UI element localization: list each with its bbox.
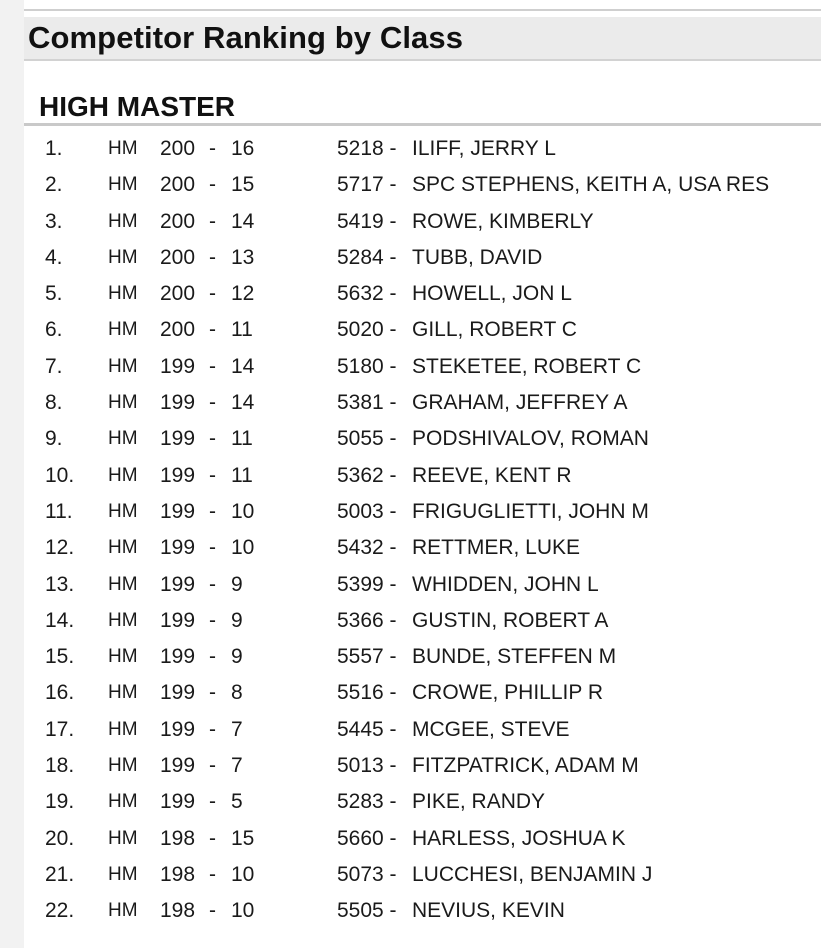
x-count-cell: 10 [231, 899, 255, 923]
rank-cell: 19. [45, 790, 75, 814]
competitor-name-cell: CROWE, PHILLIP R [412, 681, 603, 705]
separator-cell: - [209, 645, 216, 669]
competitor-name-cell: NEVIUS, KEVIN [412, 899, 565, 923]
class-cell: HM [108, 464, 138, 486]
report-title: Competitor Ranking by Class [28, 20, 464, 55]
competitor-name-cell: LUCCHESI, BENJAMIN J [412, 862, 653, 886]
class-cell: HM [108, 174, 138, 196]
rank-cell: 18. [45, 754, 75, 778]
class-cell: HM [108, 682, 138, 704]
class-cell: HM [108, 246, 138, 268]
competitor-name-cell: GRAHAM, JEFFREY A [412, 391, 628, 415]
competitor-number-cell: 5218 - [337, 137, 397, 160]
x-count-cell: 8 [231, 681, 243, 705]
x-count-cell: 7 [231, 754, 243, 778]
rank-cell: 4. [45, 245, 63, 269]
competitor-number-cell: 5073 - [337, 862, 397, 886]
competitor-name-cell: GUSTIN, ROBERT A [412, 608, 609, 632]
competitor-number-cell: 5055 - [337, 427, 397, 451]
ranking-row [0, 242, 821, 278]
competitor-number-cell: 5284 - [337, 245, 397, 269]
x-count-cell: 9 [231, 608, 243, 632]
x-count-cell: 10 [231, 499, 255, 523]
competitor-number-cell: 5445 - [337, 717, 397, 741]
rank-cell: 16. [45, 681, 75, 705]
separator-cell: - [209, 463, 216, 487]
competitor-name-cell: BUNDE, STEFFEN M [412, 645, 617, 669]
class-cell: HM [108, 791, 138, 813]
ranking-row [0, 641, 821, 677]
x-count-cell: 11 [231, 318, 253, 342]
ranking-row [0, 605, 821, 641]
class-cell: HM [108, 755, 138, 777]
competitor-number-cell: 5003 - [337, 499, 397, 523]
ranking-row [0, 314, 821, 350]
x-count-cell: 13 [231, 245, 255, 269]
separator-cell: - [209, 790, 216, 814]
x-count-cell: 5 [231, 790, 243, 814]
rank-cell: 9. [45, 427, 63, 451]
separator-cell: - [209, 245, 216, 269]
competitor-number-cell: 5717 - [337, 173, 397, 197]
score-cell: 198 [160, 899, 196, 923]
x-count-cell: 15 [231, 173, 255, 197]
competitor-number-cell: 5283 - [337, 790, 397, 814]
competitor-number-cell: 5432 - [337, 536, 397, 560]
competitor-name-cell: ROWE, KIMBERLY [412, 209, 594, 233]
rank-cell: 2. [45, 173, 63, 197]
rank-cell: 17. [45, 717, 75, 741]
class-cell: HM [108, 863, 138, 885]
competitor-number-cell: 5013 - [337, 754, 397, 778]
competitor-name-cell: FRIGUGLIETTI, JOHN M [412, 499, 649, 523]
separator-cell: - [209, 536, 216, 560]
x-count-cell: 14 [231, 209, 255, 233]
class-cell: HM [108, 827, 138, 849]
competitor-number-cell: 5180 - [337, 354, 397, 378]
score-cell: 198 [160, 862, 196, 886]
ranking-row [0, 496, 821, 532]
x-count-cell: 10 [231, 536, 255, 560]
competitor-name-cell: HOWELL, JON L [412, 282, 572, 306]
separator-cell: - [209, 608, 216, 632]
x-count-cell: 11 [231, 427, 253, 451]
x-count-cell: 9 [231, 572, 243, 596]
class-cell: HM [108, 646, 138, 668]
class-cell: HM [108, 900, 138, 922]
score-cell: 199 [160, 572, 196, 596]
class-cell: HM [108, 573, 138, 595]
competitor-number-cell: 5362 - [337, 463, 397, 487]
separator-cell: - [209, 173, 216, 197]
separator-cell: - [209, 572, 216, 596]
rank-cell: 8. [45, 391, 63, 415]
separator-cell: - [209, 499, 216, 523]
score-cell: 199 [160, 427, 196, 451]
x-count-cell: 12 [231, 282, 255, 306]
competitor-name-cell: ILIFF, JERRY L [412, 137, 556, 160]
x-count-cell: 14 [231, 391, 255, 415]
rank-cell: 15. [45, 645, 75, 669]
competitor-number-cell: 5020 - [337, 318, 397, 342]
separator-cell: - [209, 137, 216, 160]
ranking-row [0, 786, 821, 822]
ranking-row [0, 460, 821, 496]
competitor-number-cell: 5516 - [337, 681, 397, 705]
score-cell: 198 [160, 826, 196, 850]
score-cell: 200 [160, 245, 196, 269]
competitor-number-cell: 5660 - [337, 826, 397, 850]
score-cell: 199 [160, 463, 196, 487]
ranking-row [0, 714, 821, 750]
class-cell: HM [108, 500, 138, 522]
score-cell: 200 [160, 209, 196, 233]
competitor-number-cell: 5381 - [337, 391, 397, 415]
rank-cell: 5. [45, 282, 63, 306]
score-cell: 199 [160, 717, 196, 741]
separator-cell: - [209, 681, 216, 705]
class-cell: HM [108, 319, 138, 341]
separator-cell: - [209, 282, 216, 306]
score-cell: 199 [160, 608, 196, 632]
ranking-row [0, 895, 821, 931]
ranking-row [0, 169, 821, 205]
x-count-cell: 11 [231, 463, 253, 487]
class-cell: HM [108, 609, 138, 631]
rank-cell: 3. [45, 209, 63, 233]
ranking-row [0, 859, 821, 895]
score-cell: 200 [160, 318, 196, 342]
competitor-name-cell: PIKE, RANDY [412, 790, 546, 814]
ranking-row [0, 423, 821, 459]
class-section-header [24, 87, 821, 126]
rank-cell: 7. [45, 354, 63, 378]
x-count-cell: 14 [231, 354, 255, 378]
report-title-bar [24, 17, 821, 61]
class-cell: HM [108, 428, 138, 450]
ranking-row [0, 823, 821, 859]
class-cell: HM [108, 718, 138, 740]
ranking-row [0, 750, 821, 786]
rank-cell: 13. [45, 572, 75, 596]
competitor-name-cell: GILL, ROBERT C [412, 318, 577, 342]
rank-cell: 6. [45, 318, 63, 342]
competitor-number-cell: 5632 - [337, 282, 397, 306]
competitor-name-cell: PODSHIVALOV, ROMAN [412, 427, 649, 451]
score-cell: 199 [160, 645, 196, 669]
ranking-row [0, 133, 821, 169]
class-cell: HM [108, 392, 138, 414]
class-cell: HM [108, 210, 138, 232]
competitor-number-cell: 5399 - [337, 572, 397, 596]
ranking-row [0, 351, 821, 387]
competitor-number-cell: 5505 - [337, 899, 397, 923]
rank-cell: 20. [45, 826, 75, 850]
separator-cell: - [209, 754, 216, 778]
competitor-name-cell: FITZPATRICK, ADAM M [412, 754, 639, 778]
score-cell: 199 [160, 536, 196, 560]
separator-cell: - [209, 391, 216, 415]
ranking-list [0, 133, 821, 932]
rank-cell: 11. [45, 499, 73, 523]
rank-cell: 1. [45, 137, 63, 160]
rank-cell: 10. [45, 463, 75, 487]
x-count-cell: 9 [231, 645, 243, 669]
x-count-cell: 15 [231, 826, 255, 850]
score-cell: 200 [160, 137, 196, 160]
x-count-cell: 7 [231, 717, 243, 741]
separator-cell: - [209, 899, 216, 923]
competitor-name-cell: STEKETEE, ROBERT C [412, 354, 642, 378]
competitor-name-cell: WHIDDEN, JOHN L [412, 572, 599, 596]
separator-cell: - [209, 427, 216, 451]
separator-cell: - [209, 354, 216, 378]
competitor-name-cell: TUBB, DAVID [412, 245, 543, 269]
rank-cell: 22. [45, 899, 75, 923]
class-cell: HM [108, 537, 138, 559]
competitor-name-cell: MCGEE, STEVE [412, 717, 570, 741]
competitor-number-cell: 5419 - [337, 209, 397, 233]
score-cell: 199 [160, 790, 196, 814]
score-cell: 200 [160, 282, 196, 306]
competitor-name-cell: SPC STEPHENS, KEITH A, USA RES [412, 173, 770, 197]
score-cell: 199 [160, 391, 196, 415]
score-cell: 200 [160, 173, 196, 197]
separator-cell: - [209, 826, 216, 850]
score-cell: 199 [160, 499, 196, 523]
ranking-row [0, 569, 821, 605]
ranking-row [0, 387, 821, 423]
score-cell: 199 [160, 681, 196, 705]
competitor-number-cell: 5366 - [337, 608, 397, 632]
score-cell: 199 [160, 754, 196, 778]
ranking-row [0, 206, 821, 242]
class-heading: HIGH MASTER [39, 91, 235, 122]
competitor-name-cell: REEVE, KENT R [412, 463, 572, 487]
separator-cell: - [209, 318, 216, 342]
ranking-row [0, 278, 821, 314]
top-rule [24, 9, 821, 11]
competitor-number-cell: 5557 - [337, 645, 397, 669]
rank-cell: 14. [45, 608, 75, 632]
rank-cell: 12. [45, 536, 75, 560]
competitor-name-cell: RETTMER, LUKE [412, 536, 581, 560]
separator-cell: - [209, 209, 216, 233]
separator-cell: - [209, 717, 216, 741]
class-cell: HM [108, 138, 138, 159]
rank-cell: 21. [45, 862, 75, 886]
ranking-row [0, 677, 821, 713]
x-count-cell: 10 [231, 862, 255, 886]
class-cell: HM [108, 283, 138, 305]
score-cell: 199 [160, 354, 196, 378]
competitor-name-cell: HARLESS, JOSHUA K [412, 826, 626, 850]
ranking-row [0, 532, 821, 568]
class-cell: HM [108, 355, 138, 377]
x-count-cell: 16 [231, 137, 255, 160]
separator-cell: - [209, 862, 216, 886]
